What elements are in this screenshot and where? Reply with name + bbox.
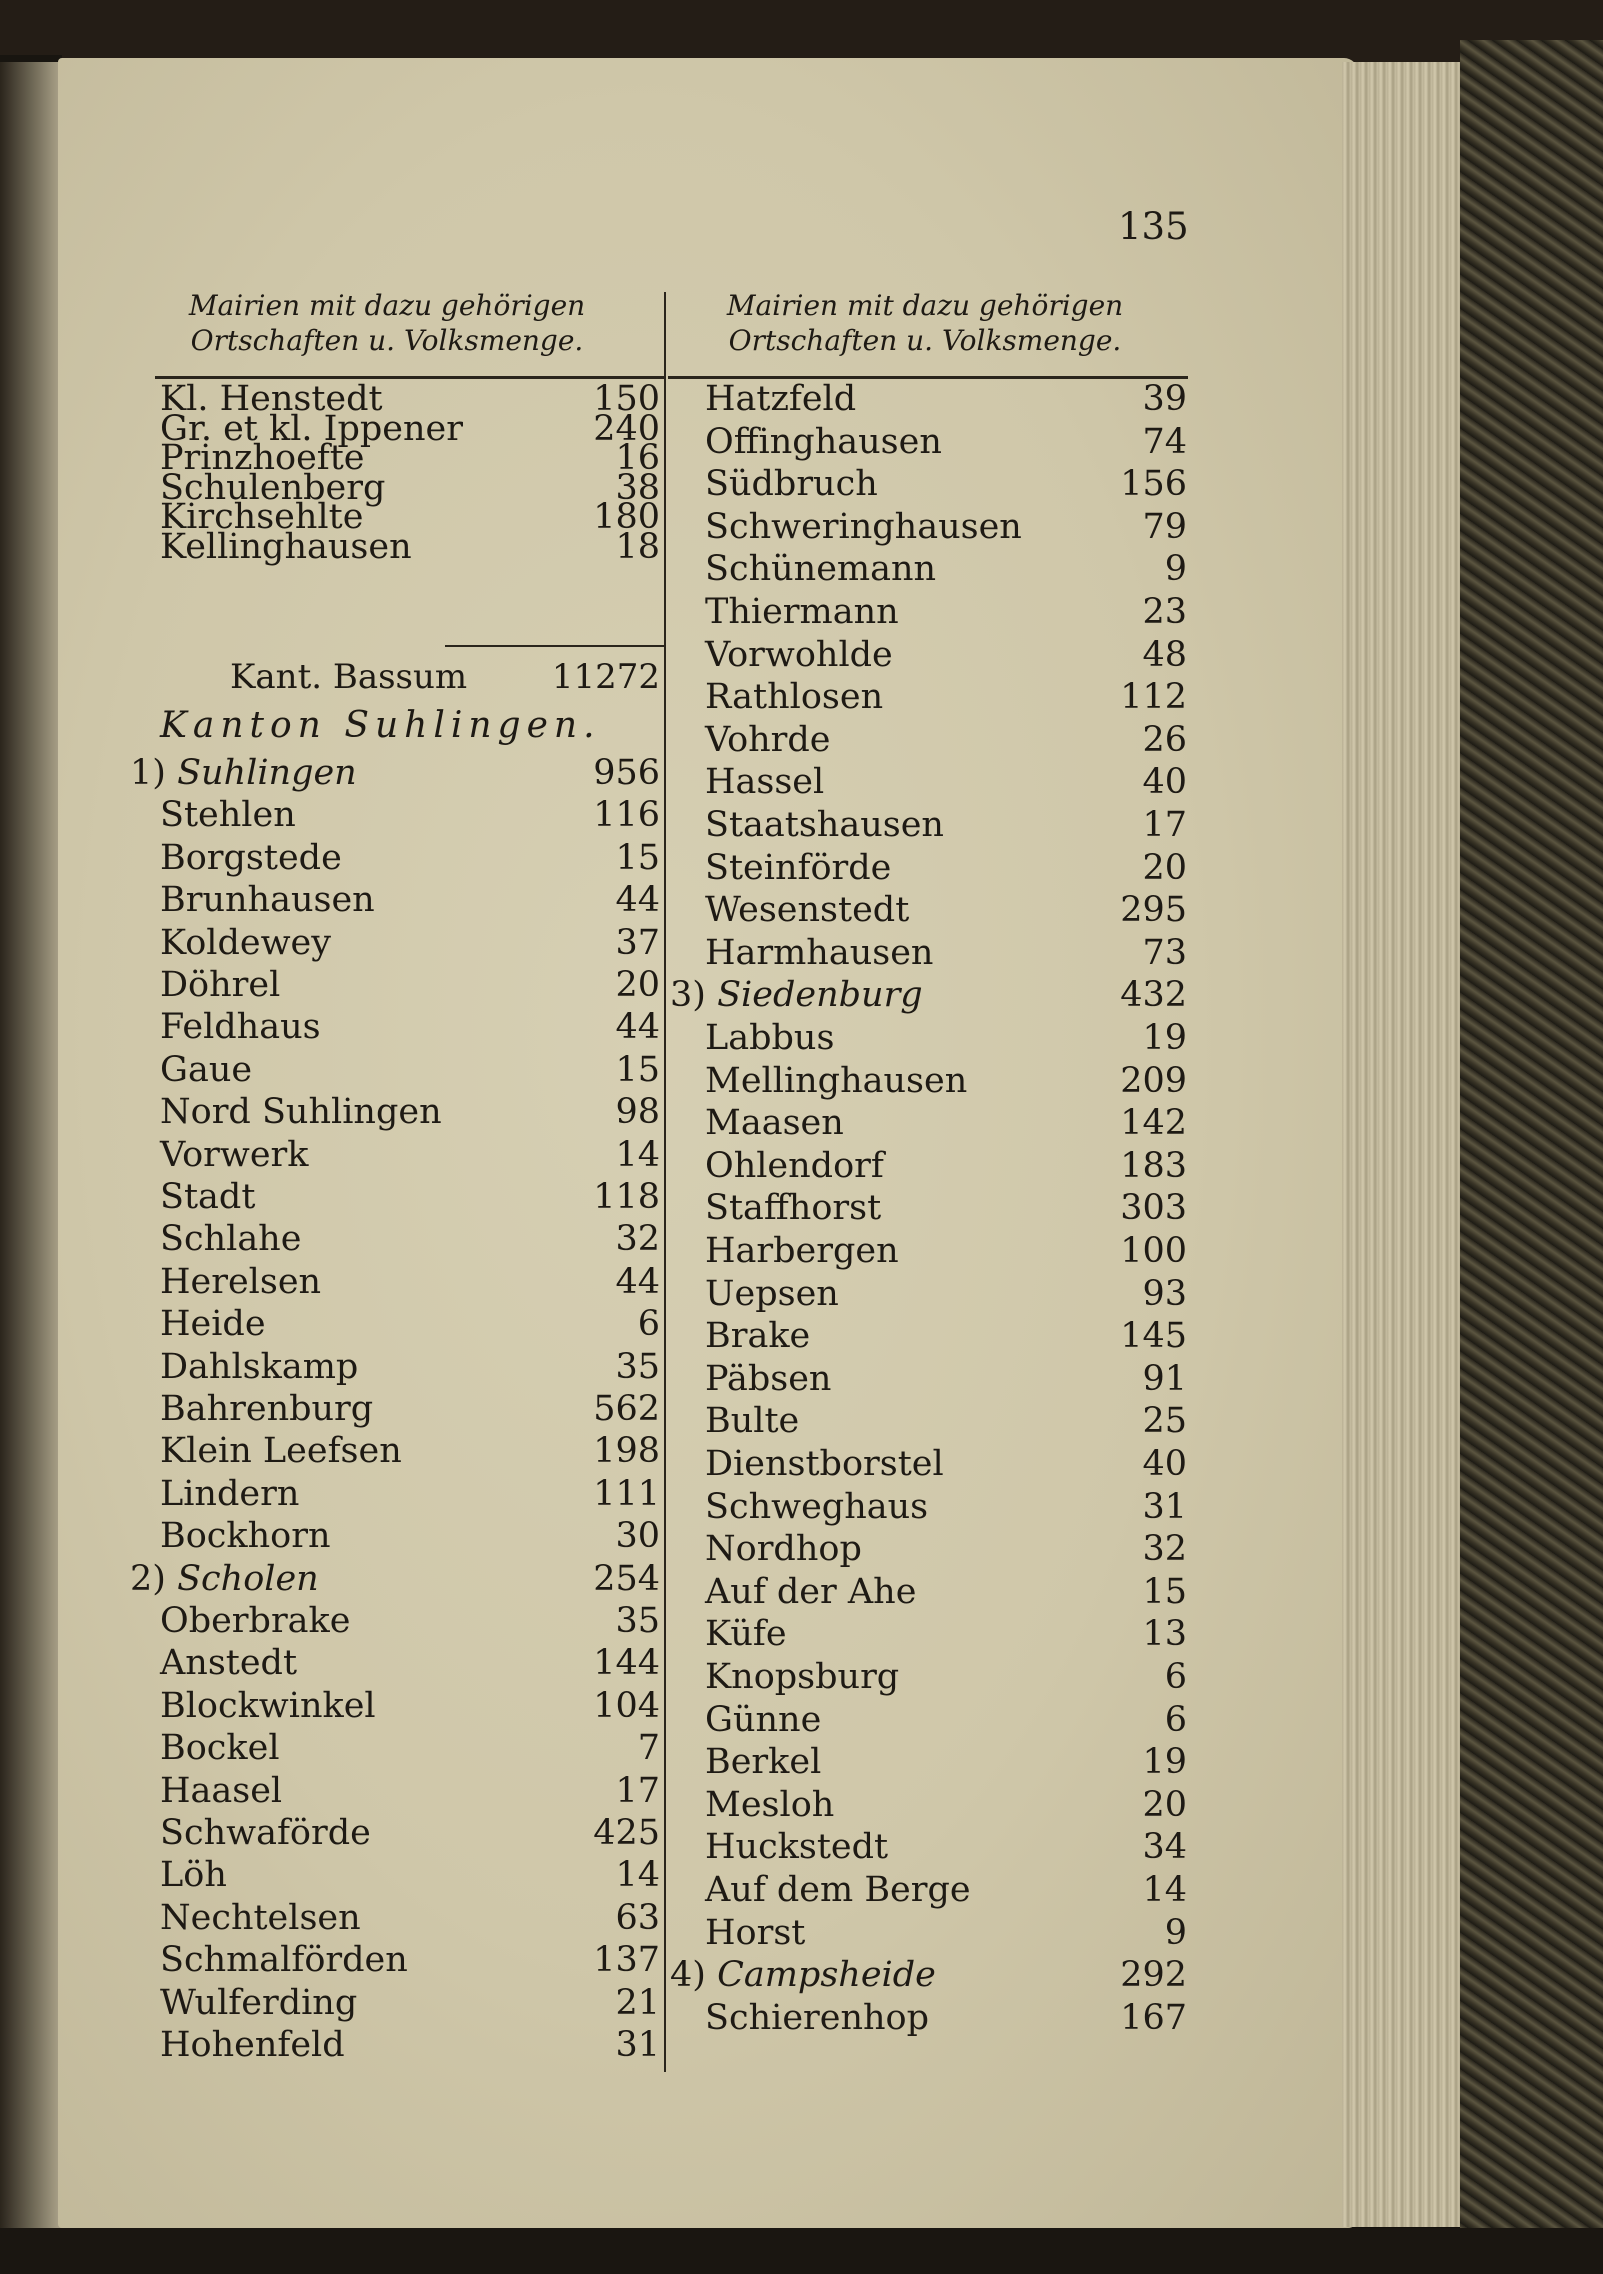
population-value: 20 [1142, 1784, 1187, 1825]
place-name: Kirchsehlte [160, 497, 364, 538]
population-value: 156 [1120, 464, 1187, 505]
place-name: Oberbrake [160, 1601, 351, 1641]
place-entry [705, 1869, 1187, 1911]
place-name: Hassel [705, 762, 825, 803]
section-title: Siedenburg [717, 975, 923, 1016]
population-value: 432 [1120, 975, 1187, 1016]
place-name [670, 974, 923, 1016]
population-value: 15 [615, 837, 660, 878]
place-entry [705, 548, 1187, 590]
place-entry [160, 1218, 660, 1260]
place-entry [160, 1261, 660, 1303]
bottom-book-edge [0, 2228, 1603, 2274]
place-entry [160, 1600, 660, 1642]
canton-total-label: Kant. Bassum [230, 657, 468, 697]
total-rule [445, 645, 665, 647]
place-entry [160, 1685, 660, 1727]
place-name: Auf dem Berge [705, 1870, 971, 1910]
population-value: 20 [615, 965, 660, 1005]
population-value: 142 [1120, 1103, 1187, 1144]
place-name: Schmalförden [160, 1940, 408, 1981]
place-name: Küfe [705, 1614, 787, 1655]
population-value: 240 [593, 408, 660, 449]
place-name: Staffhorst [705, 1188, 882, 1229]
place-name: Wulferding [160, 1982, 358, 2023]
section-entry [130, 1558, 660, 1600]
population-value: 63 [615, 1897, 660, 1938]
place-name: Brunhausen [160, 880, 375, 921]
place-entry [705, 719, 1187, 761]
place-entry [705, 804, 1187, 846]
place-entry [705, 1997, 1187, 2039]
place-entry [705, 1400, 1187, 1442]
population-value: 35 [615, 1601, 660, 1641]
canton-heading: Kanton Suhlingen. [160, 705, 601, 746]
place-entry [705, 1187, 1187, 1229]
population-value: 25 [1142, 1401, 1187, 1442]
place-entry [160, 1727, 660, 1769]
place-name: Brake [705, 1316, 811, 1357]
section-title: Campsheide [717, 1955, 936, 1996]
population-value: 9 [1164, 1912, 1187, 1953]
population-value: 39 [1142, 379, 1187, 419]
column-header-right [665, 288, 1185, 358]
population-value: 40 [1142, 762, 1187, 803]
population-value: 16 [615, 438, 660, 479]
canton-total-value: 11272 [551, 657, 660, 697]
place-name: Vohrde [705, 719, 831, 760]
place-entry [705, 847, 1187, 889]
column-header-left-line-2: Ortschaften u. Volksmenge. [190, 324, 584, 357]
population-value: 35 [615, 1346, 660, 1387]
population-value: 303 [1120, 1188, 1187, 1229]
place-name: Offinghausen [705, 421, 942, 462]
population-value: 31 [615, 2025, 660, 2065]
place-name: Dahlskamp [160, 1346, 359, 1387]
population-value: 180 [593, 497, 660, 538]
place-entry [705, 1060, 1187, 1102]
place-entry [160, 1346, 660, 1388]
place-name: Auf der Ahe [705, 1571, 917, 1612]
place-name: Nechtelsen [160, 1897, 361, 1938]
population-value: 116 [593, 795, 660, 836]
place-name: Bahrenburg [160, 1389, 374, 1429]
population-value: 93 [1142, 1273, 1187, 1314]
population-value: 30 [615, 1516, 660, 1557]
population-value: 34 [1142, 1827, 1187, 1868]
place-name: Schulenberg [160, 467, 386, 508]
population-value: 37 [615, 922, 660, 963]
population-value: 73 [1142, 932, 1187, 973]
population-value: 144 [593, 1643, 660, 1684]
place-name: Feldhaus [160, 1007, 321, 1048]
place-name [130, 752, 357, 794]
place-name: Herelsen [160, 1261, 322, 1302]
place-name: Horst [705, 1912, 806, 1953]
place-entry [160, 794, 660, 836]
population-value: 44 [615, 1007, 660, 1048]
place-entry [705, 1826, 1187, 1868]
population-value: 40 [1142, 1444, 1187, 1484]
place-entry [160, 1091, 660, 1133]
place-name: Labbus [705, 1018, 835, 1058]
place-name: Staatshausen [705, 805, 944, 845]
section-number: 3) [670, 975, 706, 1016]
place-entry [705, 1358, 1187, 1400]
population-value: 32 [1142, 1529, 1187, 1570]
place-name: Hatzfeld [705, 379, 857, 419]
place-name: Dienstborstel [705, 1444, 944, 1484]
place-name: Kellinghausen [160, 527, 412, 567]
place-entry [705, 1230, 1187, 1272]
place-name: Ohlendorf [705, 1145, 884, 1186]
place-entry [160, 1642, 660, 1684]
place-entry [705, 1102, 1187, 1144]
section-number: 2) [130, 1558, 166, 1599]
place-name: Huckstedt [705, 1827, 889, 1868]
place-name: Anstedt [160, 1643, 298, 1684]
population-value: 150 [593, 379, 660, 419]
place-entry [160, 1897, 660, 1939]
place-entry [705, 1741, 1187, 1783]
place-entry [160, 1006, 660, 1048]
population-value: 295 [1120, 890, 1187, 931]
population-value: 15 [1142, 1571, 1187, 1612]
place-name: Uepsen [705, 1273, 839, 1314]
column-divider [664, 292, 666, 2072]
population-value: 13 [1142, 1614, 1187, 1655]
place-entry [705, 1912, 1187, 1954]
population-value: 44 [615, 880, 660, 921]
place-entry [705, 421, 1187, 463]
population-value: 14 [615, 1855, 660, 1896]
place-name: Schünemann [705, 549, 937, 590]
place-entry [160, 1770, 660, 1812]
population-value: 20 [1142, 847, 1187, 888]
place-entry [160, 1515, 660, 1557]
population-value: 38 [615, 467, 660, 508]
place-entry [705, 1613, 1187, 1655]
place-entry [160, 922, 660, 964]
place-entry [160, 1982, 660, 2024]
place-entry [705, 761, 1187, 803]
population-value: 104 [593, 1685, 660, 1726]
place-name: Günne [705, 1699, 822, 1740]
place-name: Nord Suhlingen [160, 1092, 442, 1133]
place-name: Schwaförde [160, 1813, 371, 1853]
population-value: 14 [1142, 1870, 1187, 1910]
population-value: 956 [593, 753, 660, 793]
place-name: Steinförde [705, 847, 892, 888]
place-entry [160, 1939, 660, 1981]
population-value: 26 [1142, 719, 1187, 760]
population-value: 6 [1164, 1699, 1187, 1740]
place-name [130, 1558, 319, 1600]
canton-total [200, 656, 660, 698]
place-name: Bulte [705, 1401, 800, 1442]
population-value: 44 [615, 1261, 660, 1302]
place-entry [705, 1315, 1187, 1357]
population-value: 167 [1120, 1997, 1187, 2038]
population-value: 112 [1120, 677, 1187, 718]
page-number: 135 [1118, 205, 1189, 248]
population-value: 209 [1120, 1060, 1187, 1101]
place-name: Heide [160, 1304, 266, 1345]
population-value: 18 [615, 527, 660, 567]
place-entry [705, 463, 1187, 505]
place-name: Stehlen [160, 795, 296, 836]
place-name: Nordhop [705, 1529, 862, 1570]
place-name: Schweringhausen [705, 506, 1022, 547]
right-cover-marbled [1460, 40, 1603, 2274]
population-value: 254 [593, 1558, 660, 1599]
population-value: 17 [1142, 805, 1187, 845]
place-name: Vorwerk [160, 1134, 309, 1175]
place-name: Hohenfeld [160, 2025, 345, 2065]
section-number: 1) [130, 753, 166, 793]
population-value: 6 [1164, 1657, 1187, 1697]
page-edges [1342, 62, 1463, 2227]
place-entry [705, 378, 1187, 420]
place-name: Lindern [160, 1473, 300, 1514]
population-value: 118 [593, 1177, 660, 1217]
place-name: Bockel [160, 1728, 280, 1769]
place-name: Harbergen [705, 1231, 899, 1271]
place-entry [705, 1443, 1187, 1485]
population-value: 32 [615, 1219, 660, 1260]
population-value: 74 [1142, 421, 1187, 462]
place-entry [705, 1784, 1187, 1826]
column-header-left-line-1: Mairien mit dazu gehörigen [188, 289, 586, 322]
place-name: Döhrel [160, 965, 281, 1005]
place-entry [705, 889, 1187, 931]
place-name: Stadt [160, 1177, 256, 1217]
population-value: 7 [637, 1728, 660, 1769]
place-entry [705, 1571, 1187, 1613]
place-name: Borgstede [160, 837, 342, 878]
population-value: 137 [593, 1940, 660, 1981]
place-name: Haasel [160, 1770, 283, 1811]
place-entry [705, 1273, 1187, 1315]
place-entry [160, 1854, 660, 1896]
place-name: Koldewey [160, 922, 332, 963]
place-name: Gaue [160, 1049, 253, 1090]
section-title: Suhlingen [177, 753, 357, 793]
place-entry [160, 526, 660, 568]
section-entry [130, 752, 660, 794]
population-value: 91 [1142, 1358, 1187, 1399]
place-entry [705, 676, 1187, 718]
place-name: Thiermann [705, 592, 899, 632]
place-name: Klein Leefsen [160, 1431, 402, 1472]
population-value: 19 [1142, 1742, 1187, 1783]
section-entry [670, 1954, 1187, 1996]
population-value: 292 [1120, 1955, 1187, 1996]
place-entry [160, 964, 660, 1006]
place-entry [705, 1699, 1187, 1741]
place-entry [160, 2024, 660, 2066]
place-entry [705, 591, 1187, 633]
place-entry [160, 1303, 660, 1345]
place-name: Maasen [705, 1103, 844, 1144]
place-name: Bockhorn [160, 1516, 331, 1557]
place-name [670, 1954, 936, 1996]
place-entry [160, 1430, 660, 1472]
population-value: 48 [1142, 634, 1187, 675]
population-value: 21 [615, 1982, 660, 2023]
place-entry [160, 1049, 660, 1091]
place-entry [160, 1473, 660, 1515]
place-name: Schlahe [160, 1219, 302, 1260]
population-value: 562 [593, 1389, 660, 1429]
section-entry [670, 974, 1187, 1016]
place-name: Schierenhop [705, 1997, 930, 2038]
place-name: Kl. Henstedt [160, 379, 383, 419]
place-name: Löh [160, 1855, 227, 1896]
column-header-right-line-2: Ortschaften u. Volksmenge. [728, 324, 1122, 357]
place-name: Schweghaus [705, 1486, 929, 1527]
place-name: Gr. et kl. Ippener [160, 408, 463, 449]
section-number: 4) [670, 1955, 706, 1996]
place-name: Harmhausen [705, 932, 934, 973]
population-value: 198 [593, 1431, 660, 1472]
place-name: Päbsen [705, 1358, 832, 1399]
place-name: Wesenstedt [705, 890, 910, 931]
column-header-right-line-1: Mairien mit dazu gehörigen [726, 289, 1124, 322]
section-title: Scholen [177, 1558, 319, 1599]
place-entry [160, 879, 660, 921]
place-entry [705, 1486, 1187, 1528]
population-value: 100 [1120, 1231, 1187, 1271]
place-name: Vorwohlde [705, 634, 893, 675]
place-name: Südbruch [705, 464, 878, 505]
population-value: 23 [1142, 592, 1187, 632]
population-value: 14 [615, 1134, 660, 1175]
place-name: Blockwinkel [160, 1685, 376, 1726]
place-entry [160, 1812, 660, 1854]
place-entry [705, 1528, 1187, 1570]
place-name: Knopsburg [705, 1657, 900, 1697]
place-entry [705, 506, 1187, 548]
place-name: Mesloh [705, 1784, 835, 1825]
place-entry [160, 1176, 660, 1218]
place-entry [160, 1388, 660, 1430]
column-header-left [127, 288, 647, 358]
place-entry [705, 932, 1187, 974]
population-value: 31 [1142, 1486, 1187, 1527]
population-value: 19 [1142, 1018, 1187, 1058]
place-entry [705, 1145, 1187, 1187]
place-name: Berkel [705, 1742, 822, 1783]
population-value: 9 [1164, 549, 1187, 590]
population-value: 17 [615, 1770, 660, 1811]
population-value: 183 [1120, 1145, 1187, 1186]
population-value: 98 [615, 1092, 660, 1133]
population-value: 6 [637, 1304, 660, 1345]
population-value: 15 [615, 1049, 660, 1090]
place-name: Rathlosen [705, 677, 884, 718]
population-value: 79 [1142, 506, 1187, 547]
place-name: Prinzhoefte [160, 438, 365, 479]
place-entry [705, 1656, 1187, 1698]
population-value: 425 [593, 1813, 660, 1853]
population-value: 111 [593, 1473, 660, 1514]
place-entry [160, 1134, 660, 1176]
place-name: Mellinghausen [705, 1060, 968, 1101]
place-entry [160, 837, 660, 879]
place-entry [705, 634, 1187, 676]
place-entry [705, 1017, 1187, 1059]
population-value: 145 [1120, 1316, 1187, 1357]
